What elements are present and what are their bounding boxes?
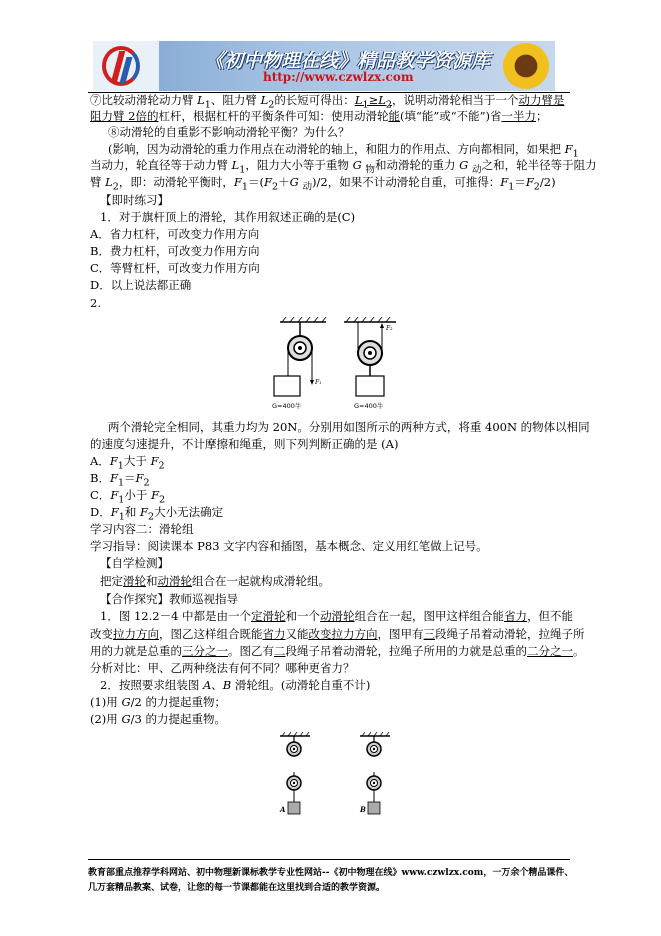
footer-line-1: 教育部重点推荐学科网站、初中物理新课标教学专业性网站--《初中物理在线》www.czwlzx.com，一万余个精品课件、 <box>88 868 574 878</box>
banner-title: 《初中物理在线》精品教学资源库 <box>205 50 491 72</box>
section-heading-self-check: 【自学检测】 <box>100 556 169 570</box>
weight-label-left: G=400牛 <box>272 402 302 410</box>
question-2-text-2: 的速度匀速提升，不计摩擦和绳重，则下列判断正确的是 (A) <box>90 437 399 451</box>
label-b: B <box>360 805 366 814</box>
q2-option-b: B．$F_1=F_2$ <box>90 471 150 489</box>
text-line-6: 臂 $L_2$，即：动滑轮平衡时，$F_1=(F_2+G$ $_动$)/2，如果不计动滑轮自重，可推得：$F_1=F_2/2$) <box>90 175 556 193</box>
q2-option-d: D．$F_1$和 $F_2$大小无法确定 <box>90 505 224 523</box>
option-b: B．费力杠杆，可改变力作用方向 <box>90 244 260 258</box>
text-line-2: 阻力臂 2倍的杠杆，根据杠杆的平衡条件可知：使用动滑轮能(填“能”或“不能”)省一半力； <box>90 109 548 123</box>
pulley-figure-1 <box>270 316 420 416</box>
cooperate-text-3: 用的力就是总重的三分之一。图乙有二段绳子吊着动滑轮，拉绳子所用的力就是总重的二分之一。 <box>90 644 585 658</box>
learning-content-2: 学习内容二：滑轮组 <box>90 522 194 536</box>
label-a: A <box>280 805 286 814</box>
cooperate-text-2: 改变拉力方向，图乙这样组合既能省力又能改变拉力方向，图甲有三段绳子吊着动滑轮，拉绳子所 <box>90 627 585 641</box>
sunflower-image <box>503 43 549 89</box>
text-line-1: ⑦比较动滑轮动力臂 $L_1$、阻力臂 $L_2$的长短可得出：$L_1\ge L_2$，说明动滑轮相当于一个动力臂是 <box>90 93 565 111</box>
learning-guide: 学习指导：阅读课本 P83 文字内容和插图，基本概念、定义用红笔做上记号。 <box>90 539 488 553</box>
self-check-text: 把定滑轮和动滑轮组合在一起就构成滑轮组。 <box>100 574 330 588</box>
option-d: D．以上说法都正确 <box>90 278 192 292</box>
cooperate-text-4: 分析对比：甲、乙两种绕法有何不同？哪种更省力？ <box>90 661 355 675</box>
q2-option-c: C．$F_1$小于 $F_2$ <box>90 488 166 506</box>
text-line-4: (影响，因为动滑轮的重力作用点在动滑轮的轴上，和阻力的作用点、方向都相同，如果把 $F_1$ <box>108 142 579 160</box>
option-a: A．省力杠杆，可改变力作用方向 <box>90 227 260 241</box>
cooperate-text-1: 1．图 12.2－4 中都是由一个定滑轮和一个动滑轮组合在一起，图甲这样组合能省力，但不能 <box>100 609 574 623</box>
section-heading-cooperate: 【合作探究】教师巡视指导 <box>100 592 238 606</box>
question-1: 1．对于旗杆顶上的滑轮，其作用叙述正确的是(C) <box>100 210 356 224</box>
text-line-5: 当动力，轮直径等于动力臂 $L_1$，阻力大小等于重物 G $_物$和动滑轮的重力 G $_动$之和，轮半径等于阻力 <box>90 158 597 176</box>
requirement-1: (1)用 G/2 的力提起重物； <box>90 695 226 709</box>
option-c: C．等臂杠杆，可改变力作用方向 <box>90 261 260 275</box>
force-label-f1: F₁ <box>315 379 322 386</box>
site-logo <box>93 41 159 91</box>
pulley-figure-2 <box>276 732 394 818</box>
question-assemble: 2．按照要求组装图 A、B 滑轮组。(动滑轮自重不计) <box>100 678 371 692</box>
section-heading-practice: 【即时练习】 <box>100 193 169 207</box>
q2-option-a: A．$F_1$大于 $F_2$ <box>90 454 165 472</box>
banner-url: http://www.czwlzx.com <box>263 70 414 84</box>
question-2-text-1: 两个滑轮完全相同，其重力均为 20N。分别用如图所示的两种方式，将重 400N 的物体以相同 <box>108 420 590 434</box>
requirement-2: (2)用 G/3 的力提起重物。 <box>90 712 226 726</box>
text-line-3: ⑧动滑轮的自重影不影响动滑轮平衡？为什么？ <box>108 125 350 139</box>
weight-label-right: G=400牛 <box>354 402 384 410</box>
footer-line-2: 几万套精品教案、试卷，让您的每一节课都能在这里找到合适的教学资源。 <box>88 883 386 893</box>
header-banner <box>93 41 555 91</box>
force-label-f2: F₂ <box>386 325 393 332</box>
footer-rule <box>88 859 570 860</box>
question-2-number: 2. <box>90 296 101 310</box>
